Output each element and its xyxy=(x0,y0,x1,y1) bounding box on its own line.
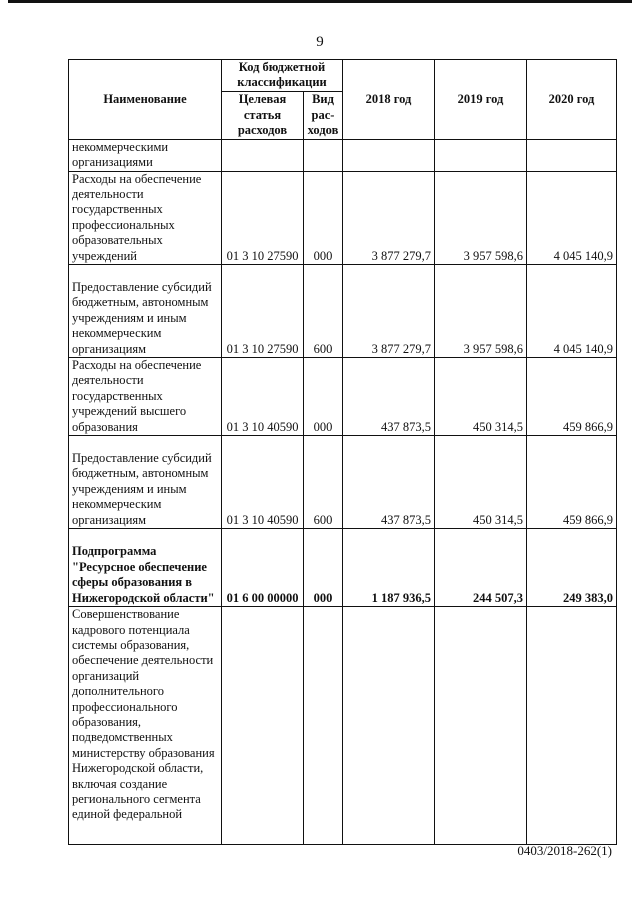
row-code xyxy=(222,607,304,845)
row-code: 01 3 10 27590 xyxy=(222,171,304,264)
row-2019: 3 957 598,6 xyxy=(435,265,527,358)
header-target: Целевая статья расходов xyxy=(222,91,304,139)
header-2018: 2018 год xyxy=(343,60,435,140)
row-2018: 437 873,5 xyxy=(343,436,435,529)
header-name: Наименование xyxy=(69,60,222,140)
row-vid: 000 xyxy=(304,529,343,607)
row-code: 01 3 10 40590 xyxy=(222,358,304,436)
row-2020: 4 045 140,9 xyxy=(527,171,617,264)
row-2018 xyxy=(343,139,435,171)
row-2019: 244 507,3 xyxy=(435,529,527,607)
row-2020: 459 866,9 xyxy=(527,436,617,529)
row-2019: 3 957 598,6 xyxy=(435,171,527,264)
document-code: 0403/2018-262(1) xyxy=(517,843,612,858)
row-code: 01 3 10 27590 xyxy=(222,265,304,358)
table-row xyxy=(69,265,617,358)
budget-table xyxy=(68,59,617,845)
row-2018: 3 877 279,7 xyxy=(343,171,435,264)
row-name: Расходы на обеспечение деятельности государственных профессиональных образовательных учреждений xyxy=(69,171,222,264)
row-code: 01 3 10 40590 xyxy=(222,436,304,529)
row-2019: 450 314,5 xyxy=(435,358,527,436)
row-2020: 249 383,0 xyxy=(527,529,617,607)
table-row xyxy=(69,171,617,264)
row-2019 xyxy=(435,607,527,845)
table-row xyxy=(69,358,617,436)
header-vid: Вид рас-ходов xyxy=(304,91,343,139)
row-name: Подпрограмма "Ресурсное обеспечение сферы образования в Нижегородской области" xyxy=(69,529,222,607)
row-2019: 450 314,5 xyxy=(435,436,527,529)
row-vid xyxy=(304,607,343,845)
row-2018: 437 873,5 xyxy=(343,358,435,436)
row-2018: 1 187 936,5 xyxy=(343,529,435,607)
row-name: некоммерческими организациями xyxy=(69,139,222,171)
row-vid: 000 xyxy=(304,358,343,436)
row-vid xyxy=(304,139,343,171)
header-2020: 2020 год xyxy=(527,60,617,140)
row-2018: 3 877 279,7 xyxy=(343,265,435,358)
row-name: Предоставление субсидий бюджетным, автономным учреждениям и иным некоммерческим организациям xyxy=(69,436,222,529)
row-vid: 000 xyxy=(304,171,343,264)
row-2020 xyxy=(527,139,617,171)
row-code xyxy=(222,139,304,171)
page-number: 9 xyxy=(316,34,324,50)
row-vid: 600 xyxy=(304,436,343,529)
top-rule xyxy=(8,0,632,3)
table-row-subprogram xyxy=(69,529,617,607)
row-vid: 600 xyxy=(304,265,343,358)
row-name: Расходы на обеспечение деятельности государственных учреждений высшего образования xyxy=(69,358,222,436)
header-code-group: Код бюджетной классификации xyxy=(222,60,343,92)
row-name: Предоставление субсидий бюджетным, автономным учреждениям и иным некоммерческим организациям xyxy=(69,265,222,358)
header-2019: 2019 год xyxy=(435,60,527,140)
row-2020: 459 866,9 xyxy=(527,358,617,436)
table-row xyxy=(69,607,617,845)
row-2019 xyxy=(435,139,527,171)
table-row xyxy=(69,436,617,529)
row-2018 xyxy=(343,607,435,845)
row-code: 01 6 00 00000 xyxy=(222,529,304,607)
table-row xyxy=(69,139,617,171)
row-name: Совершенствование кадрового потенциала системы образования, обеспечение деятельности организаций дополнительного профессионального образования, подведомственных министерству образования Нижегородской области, включая создание регионального сегмента единой федеральной xyxy=(69,607,222,845)
row-2020: 4 045 140,9 xyxy=(527,265,617,358)
row-2020 xyxy=(527,607,617,845)
